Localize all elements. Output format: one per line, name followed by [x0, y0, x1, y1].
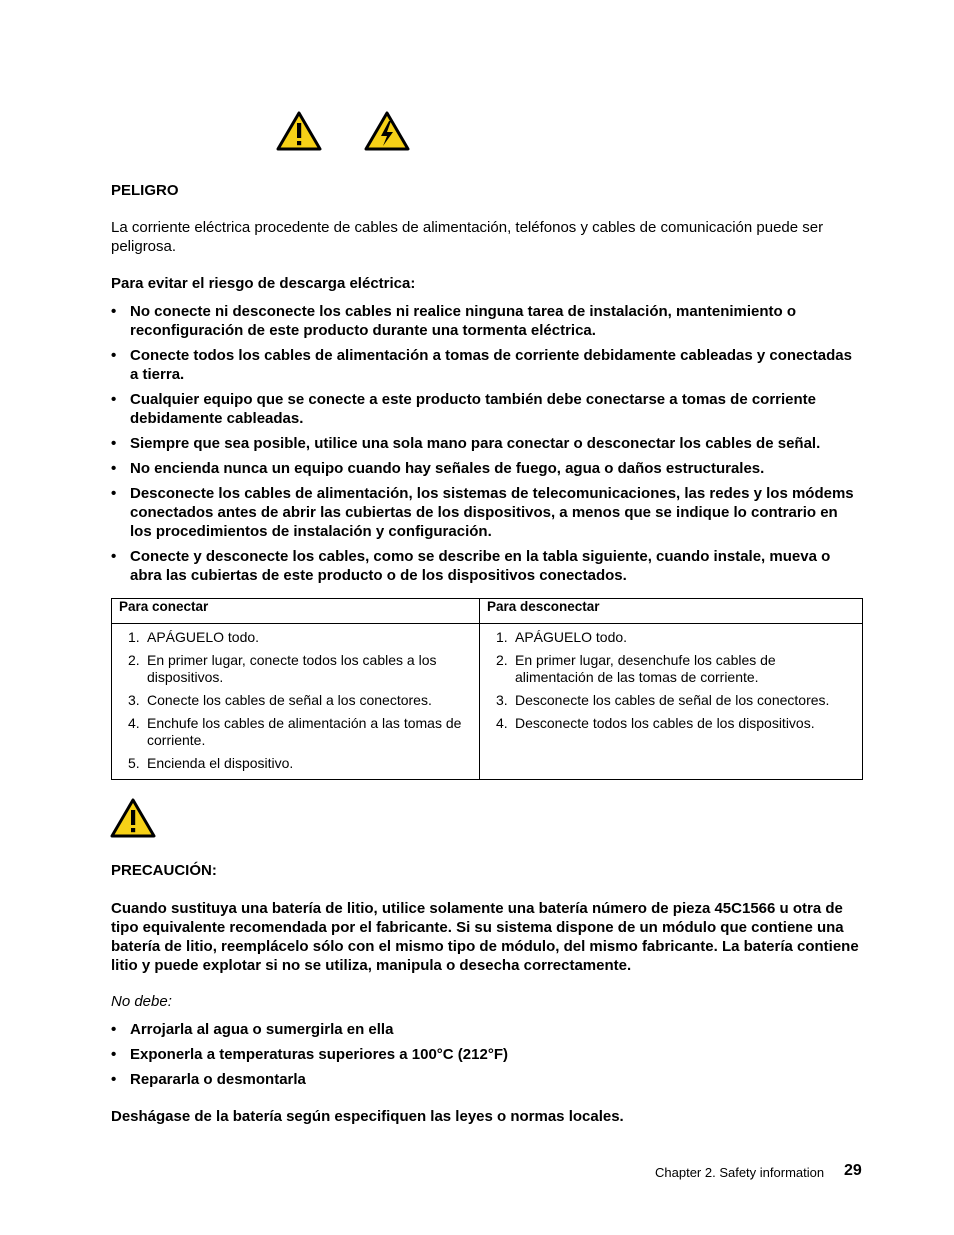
table-header-connect: Para conectar: [112, 599, 480, 624]
footer-chapter: Chapter 2. Safety information: [655, 1165, 825, 1180]
caution-closing: Deshágase de la batería según especifiquen las leyes o normas locales.: [111, 1108, 624, 1125]
page-number: 29: [844, 1162, 862, 1179]
list-item: 2. En primer lugar, desenchufe los cables de alimentación de las tomas de corriente.: [496, 652, 776, 685]
list-item: 4. Enchufe los cables de alimentación a las tomas de corriente.: [128, 715, 462, 748]
list-item: 3. Conecte los cables de señal a los conectores.: [128, 692, 432, 708]
connect-steps-cell: [112, 624, 480, 780]
disconnect-steps-cell: [480, 624, 863, 780]
danger-intro: La corriente eléctrica procedente de cables de alimentación, teléfonos y cables de comunicación puede ser peligrosa.: [111, 219, 824, 255]
disconnect-steps: [487, 629, 855, 732]
danger-subheading: Para evitar el riesgo de descarga eléctrica:: [111, 275, 416, 292]
warning-triangle-icon: [276, 110, 322, 151]
list-item: 1. APÁGUELO todo.: [128, 629, 260, 645]
list-item: 4. Desconecte todos los cables de los dispositivos.: [496, 715, 815, 731]
list-item: 1. APÁGUELO todo.: [496, 629, 628, 645]
table-header-disconnect: Para desconectar: [480, 599, 863, 624]
connect-steps: [119, 629, 472, 772]
no-debe-label: No debe:: [111, 993, 172, 1010]
caution-heading: PRECAUCIÓN:: [111, 862, 217, 879]
cable-procedure-table: [111, 598, 863, 780]
high-voltage-icon: [364, 110, 410, 151]
caution-body: Cuando sustituya una batería de litio, utilice solamente una batería número de pieza 45C1566 u otra de tipo equivalente recomendada por el fabricante. Si su sistema dispone de un módulo que contiene una batería de litio, reemplácelo sólo con el mismo tipo de módulo, del mismo fabricante. La batería contiene litio y puede explotar si no se utiliza, manipula o desecha correctamente.: [111, 900, 859, 974]
list-item: 3. Desconecte los cables de señal de los conectores.: [496, 692, 830, 708]
list-item: 5. Encienda el dispositivo.: [128, 755, 294, 771]
warning-triangle-icon: [110, 797, 156, 838]
list-item: 2. En primer lugar, conecte todos los cables a los dispositivos.: [128, 652, 437, 685]
danger-heading: PELIGRO: [111, 182, 179, 199]
